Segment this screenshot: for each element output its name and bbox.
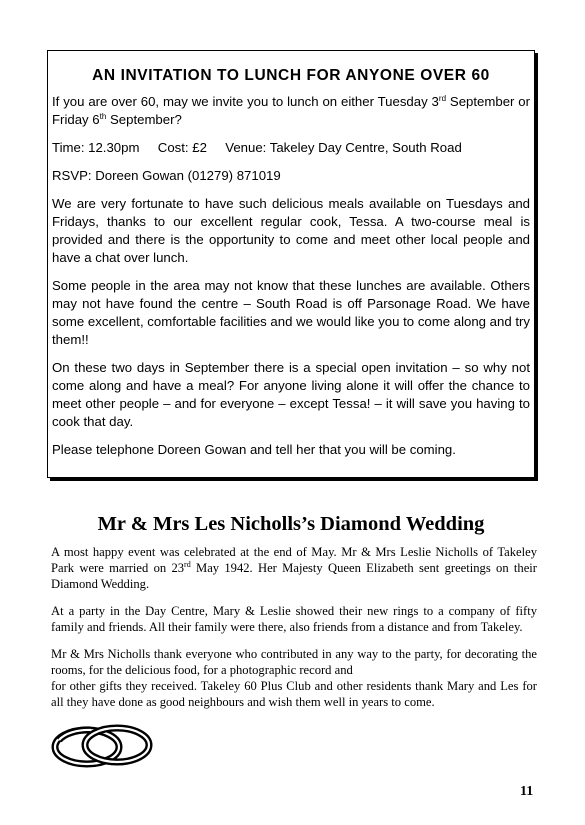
intro-text-b: September or Friday 6	[52, 94, 531, 127]
lunch-invitation-box	[47, 50, 535, 478]
wedding-paragraph-3-a: Mr & Mrs Nicholls thank everyone who contributed in any way to the party, for decorating the rooms, for the delicious food, for a photographic record and	[51, 647, 537, 677]
wedding-title: Mr & Mrs Les Nicholls’s Diamond Wedding	[97, 513, 485, 535]
wedding-article	[51, 544, 537, 721]
event-rsvp: RSVP: Doreen Gowan (01279) 871019	[52, 168, 281, 183]
event-time: Time: 12.30pm	[52, 140, 140, 155]
wedding-superscript: rd	[184, 560, 191, 569]
intro-text-c: September?	[106, 112, 182, 127]
intro-text-a: If you are over 60, may we invite you to lunch on either Tuesday 3	[52, 94, 439, 109]
wedding-paragraph-1-a: A most happy event was celebrated at the end of May. Mr & Mrs Leslie Nicholls of Takeley Park were married on 23	[51, 545, 537, 575]
invitation-paragraph-2: Some people in the area may not know that these lunches are available. Others may not have found the centre – South Road is off Parsonage Road. We have some excellent, comfortable facilities and we would like you to come along and try them!!	[52, 278, 530, 347]
event-details	[52, 139, 530, 157]
invitation-paragraph-1: We are very fortunate to have such delicious meals available on Tuesdays and Fridays, thanks to our excellent regular cook, Tessa. A two-course meal is provided and there is the opportunity to come and meet other local people and have a chat over lunch.	[52, 196, 530, 265]
wedding-rings-icon	[51, 720, 155, 772]
invitation-paragraph-4: Please telephone Doreen Gowan and tell her that you will be coming.	[52, 442, 456, 457]
page-number: 11	[520, 784, 534, 799]
intro-superscript-2: th	[99, 112, 107, 121]
wedding-paragraph-2: At a party in the Day Centre, Mary & Leslie showed their new rings to a company of fifty family and friends. All their family were there, also friends from a distance and from Takeley.	[51, 604, 537, 634]
wedding-paragraph-1	[51, 544, 537, 592]
event-cost: Cost: £2	[157, 140, 207, 155]
invitation-paragraph-3: On these two days in September there is a special open invitation – so why not come along and have a meal? For anyone living alone it will offer the chance to meet other people – and for everyone – except Tessa! – it will save you having to cook that day.	[52, 360, 530, 429]
intro-superscript-1: rd	[438, 94, 447, 103]
event-venue: Venue: Takeley Day Centre, South Road	[225, 140, 462, 155]
invitation-title: AN INVITATION TO LUNCH FOR ANYONE OVER 60	[92, 67, 490, 84]
invitation-intro	[52, 93, 530, 129]
wedding-paragraph-3-b: for other gifts they received. Takeley 60 Plus Club and other residents thank Mary and Les for all they have done as good neighbours and wish them well in years to come.	[51, 679, 537, 709]
wedding-paragraph-1-b: May 1942. Her Majesty Queen Elizabeth sent greetings on their Diamond Wedding.	[51, 561, 537, 591]
